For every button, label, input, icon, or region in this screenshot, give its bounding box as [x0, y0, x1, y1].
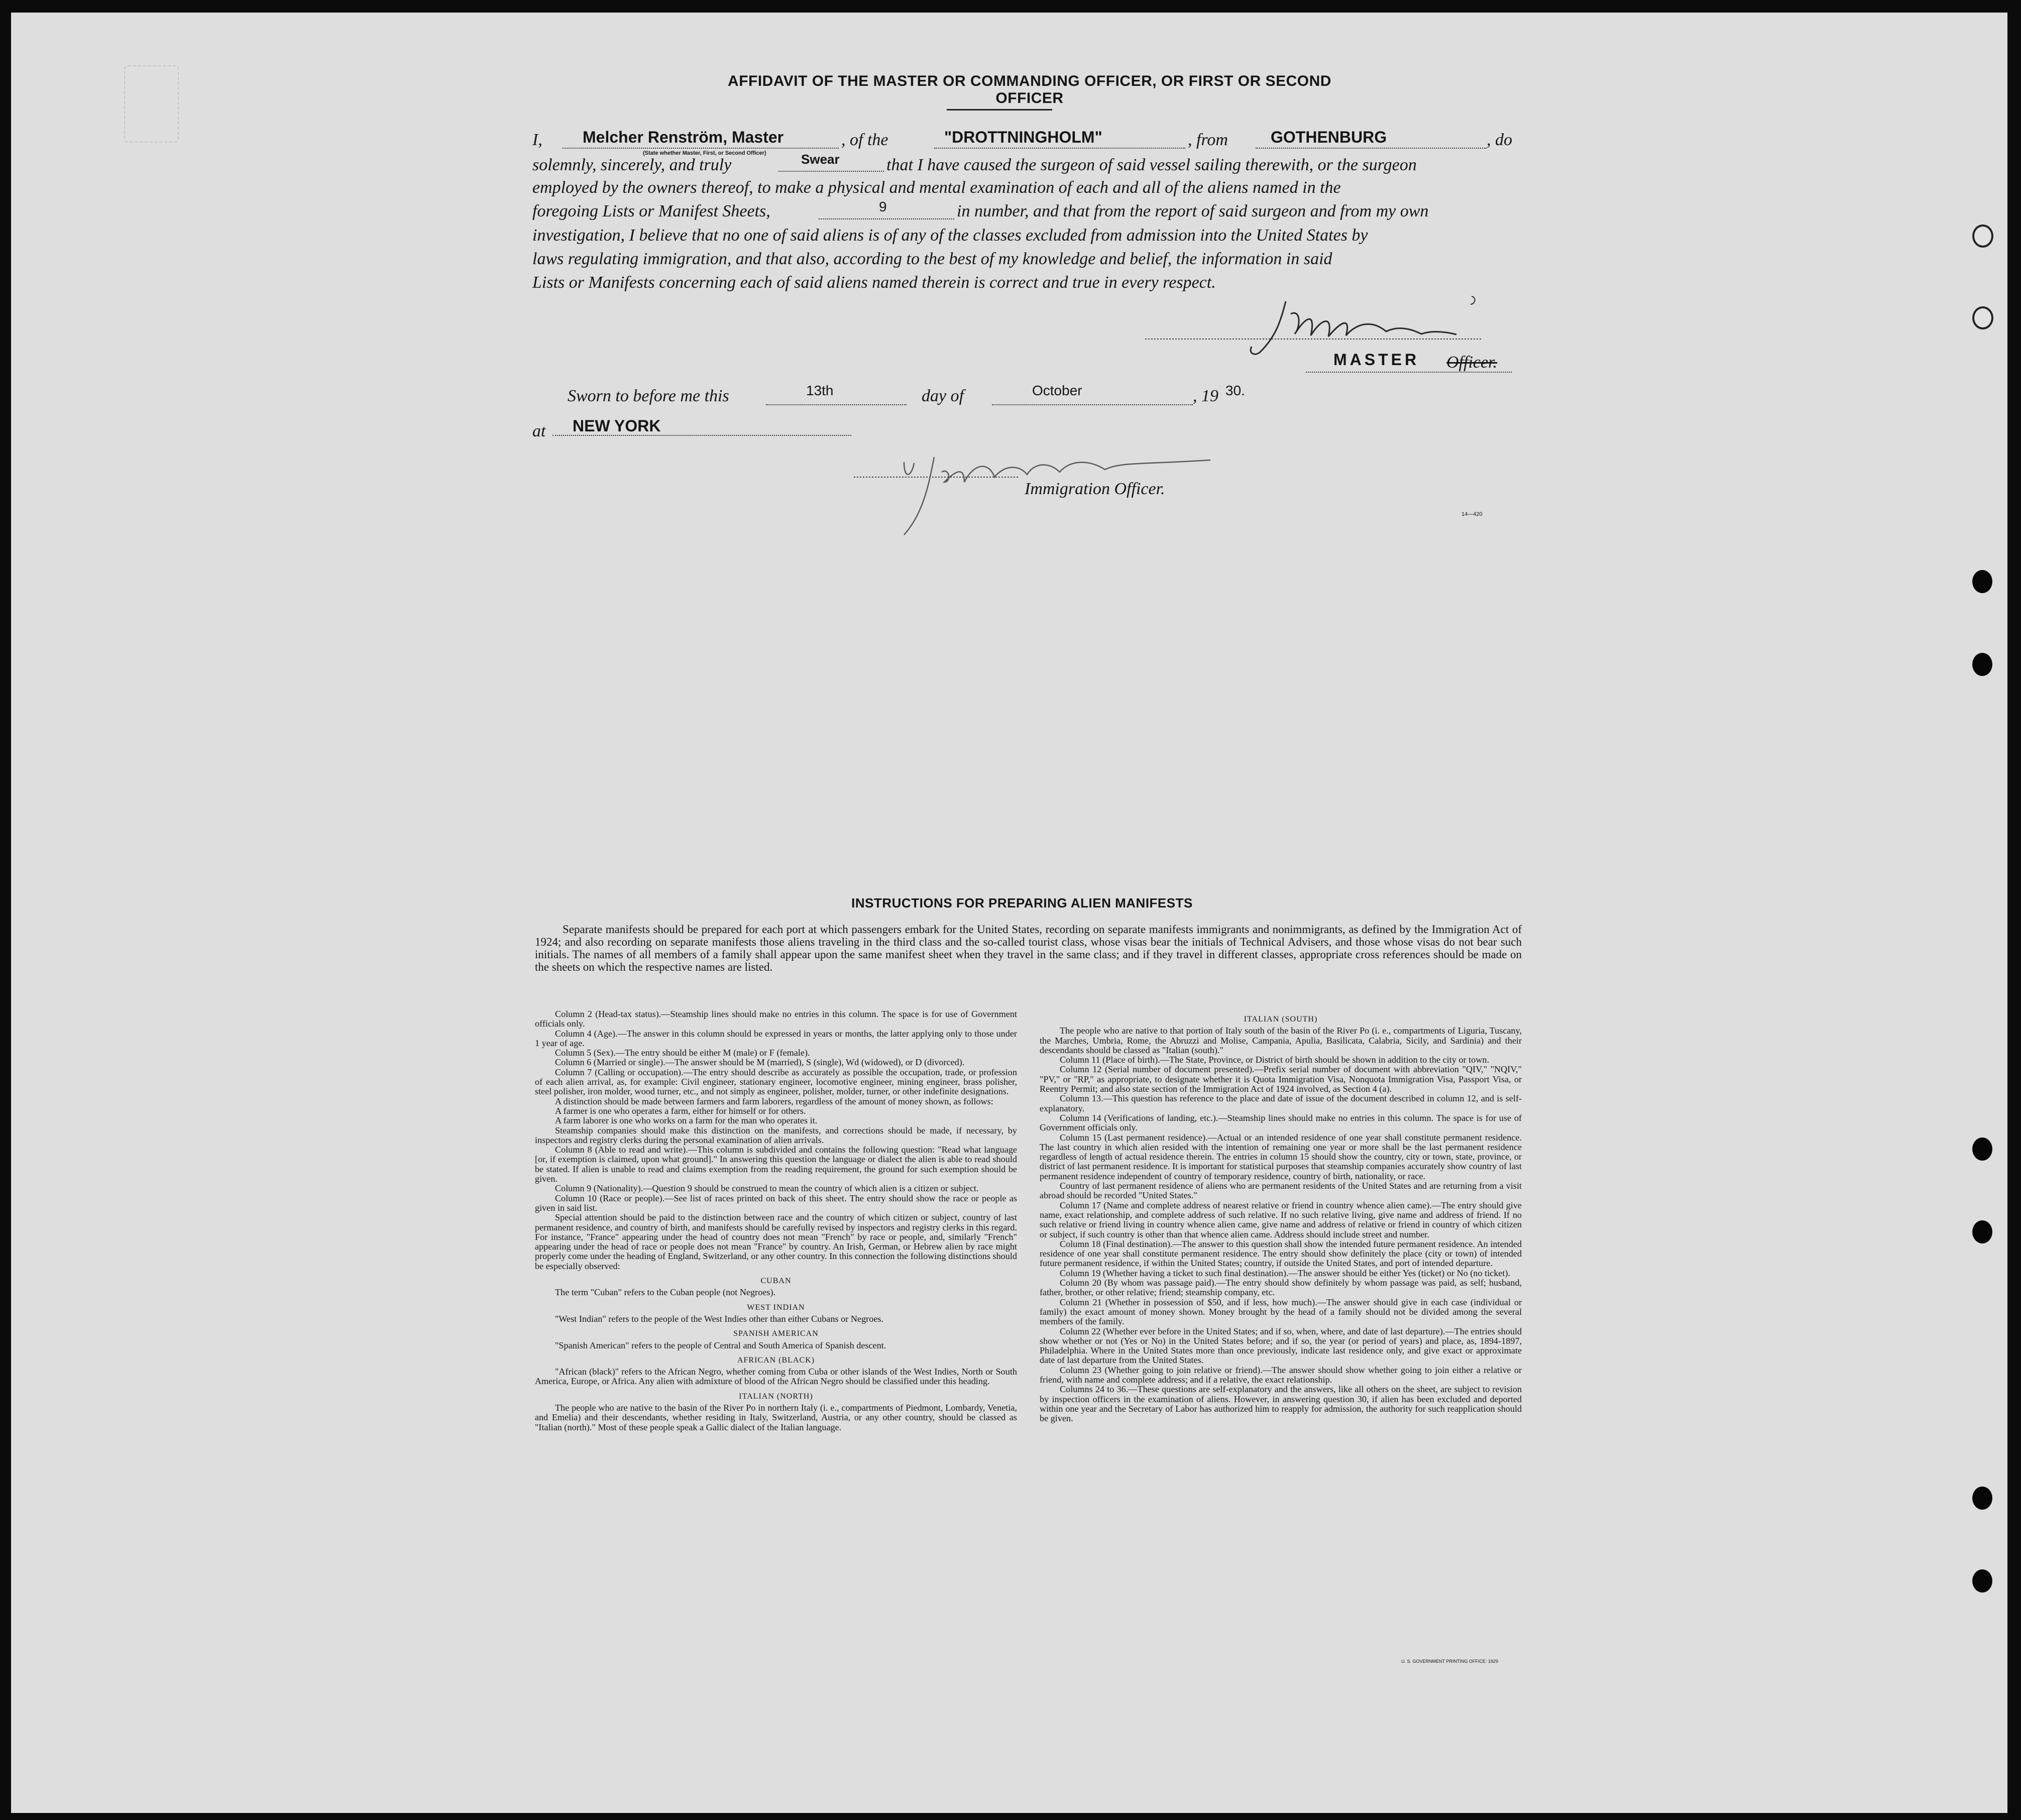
instruction-paragraph: Column 8 (Able to read and write).—This column is subdivided and contains the following question: "Read what language [or, if exemption is claimed, upon what ground]." In answering this question the language or dialect the alien is able to read should be stated. If alien is unable to read and claims exemption from the reading requirement, the ground for such exemption should be given.: [535, 1145, 1017, 1184]
section-heading: CUBAN: [760, 1277, 792, 1286]
instruction-paragraph: Column 20 (By whom was passage paid).—The entry should show definitely by whom passage was paid, as self; husband, father, brother, or other relative; friend; steamship company, etc.: [1040, 1278, 1522, 1298]
binder-hole: [1972, 1220, 1992, 1243]
master-name: Melcher Renström, Master: [583, 128, 784, 146]
affidavit-line3: employed by the owners thereof, to make a physical and mental examination of each and all of the aliens named in the: [532, 178, 1341, 197]
instruction-paragraph: Column 9 (Nationality).—Question 9 should be construed to mean the country of which alien is a citizen or subject.: [555, 1183, 979, 1194]
instruction-paragraph: The people who are native to that portion of Italy south of the basin of the River Po (i. e., compartments of Liguria, Tuscany, the Marches, Umbria, Rome, the Abruzzi and Molise, Campania, Apulia, Basilicata, Calabria, Sicily, and Sardinia) and their descendants should be classed as "Italian (south).": [1040, 1026, 1522, 1055]
instruction-paragraph: Column 19 (Whether having a ticket to such final destination).—The answer should be either Yes (ticket) or No (no ticket).: [1060, 1268, 1511, 1278]
departure-port: GOTHENBURG: [1271, 128, 1387, 146]
instructions-intro: Separate manifests should be prepared for each port at which passengers embark for the United States, recording on separate manifests immigrants and nonimmigrants, as defined by the Immigration Act of 1924; and also recording on separate manifests those aliens traveling in the third class and the so-called tourist class, whose visas bear the initials of Technical Advisers, and those whose visas do not bear such initials. The names of all members of a family shall appear upon the same manifest sheet when they travel in the same class; and if they travel in different classes, appropriate cross references should be made on the sheets on which the respective names are listed.: [535, 923, 1522, 973]
affidavit-title: AFFIDAVIT OF THE MASTER OR COMMANDING OFFICER, OR FIRST OR SECOND OFFICER: [728, 73, 1331, 106]
instruction-paragraph: Column 6 (Married or single).—The answer should be M (married), S (single), Wd (widowed), or D (divorced).: [555, 1057, 965, 1068]
form-number: 14—420: [1462, 511, 1483, 517]
section-heading: AFRICAN (BLACK): [737, 1355, 815, 1364]
port-dotline: [1256, 148, 1487, 149]
oath-word: Swear: [801, 152, 840, 167]
instruction-paragraph: Column 14 (Verifications of landing, etc.).—Steamship lines should make no entries in this column. The space is for use of Government officials only.: [1040, 1112, 1522, 1133]
instructions-title: INSTRUCTIONS FOR PREPARING ALIEN MANIFESTS: [851, 895, 1193, 911]
section-heading: SPANISH AMERICAN: [733, 1329, 819, 1338]
vessel-name: "DROTTNINGHOLM": [944, 128, 1102, 146]
affidavit-line2-pre: solemnly, sincerely, and truly: [532, 156, 732, 174]
instruction-paragraph: Column 7 (Calling or occupation).—The entry should describe as accurately as possible the occupation, trade, or profession of each alien arrival, as, for example: Civil engineer, stationary engineer, locomotive engineer, mining engineer, brass polisher, steel polisher, iron molder, wood turner, etc., and not simply as engineer, polisher, molder, turner, or other indefinite designations.: [535, 1067, 1017, 1097]
binder-hole: [1972, 653, 1992, 676]
sworn-month: October: [1032, 383, 1082, 398]
rank-note: (State whether Master, First, or Second Officer): [643, 150, 766, 156]
instruction-paragraph: Steamship companies should make this distinction on the manifests, and corrections should be made, if necessary, by inspectors and registry clerks during the personal examination of alien arrivals.: [535, 1125, 1017, 1145]
instruction-paragraph: Column 4 (Age).—The answer in this column should be expressed in years or months, the latter applying only to those under 1 year of age.: [535, 1028, 1017, 1048]
affidavit-line5: investigation, I believe that no one of said aliens is of any of the classes excluded from admission into the United States by: [532, 226, 1368, 245]
instruction-paragraph: Column 22 (Whether ever before in the United States; and if so, when, where, and date of last departure).—The entries should show whether or not (Yes or No) in the United States before; and if so, the year (or period of years) and place, as, 1894-1897, Philadelphia. Where in the United States more than once previously, indicate last residence only, and give exact or approximate date of last departure from the United States.: [1040, 1326, 1522, 1366]
section-heading: ITALIAN (NORTH): [739, 1392, 813, 1401]
binder-hole: [1972, 1487, 1992, 1510]
binder-hole: [1972, 306, 1993, 329]
title-rule: [947, 109, 1052, 110]
instruction-paragraph: Special attention should be paid to the distinction between race and the country of which citizen or subject, country of last permanent residence, and country of birth, and manifests should be carefully revised by inspectors and registry clerks in this regard. For instance, "France" appearing under the head of country does not mean "French" by race or people, and, similarly "French" appearing under the head of race or people does not mean "France" by country. An Irish, German, or Hebrew alien by race might properly come under the heading of England, Switzerland, or any other country. In this connection the following distinctions should be especially observed:: [535, 1212, 1018, 1271]
name-dotline: [563, 148, 839, 149]
affidavit-line2-post: that I have caused the surgeon of said vessel sailing therewith, or the surgeon: [886, 156, 1417, 174]
place-dotline: [552, 435, 851, 436]
instruction-paragraph: Country of last permanent residence of aliens who are permanent residents of the United States and are returning from a visit abroad should be recorded "United States.": [1040, 1181, 1522, 1201]
year-prefix: , 19: [1193, 387, 1218, 405]
master-signature: [1135, 291, 1497, 372]
instruction-paragraph: Column 10 (Race or people).—See list of races printed on back of this sheet. The entry should show the race or people as given in said list.: [535, 1193, 1017, 1213]
instruction-paragraph: Column 2 (Head-tax status).—Steamship lines should make no entries in this column. The space is for use of Government officials only.: [535, 1009, 1017, 1029]
affidavit-line7: Lists or Manifests concerning each of said aliens named therein is correct and true in every respect.: [532, 273, 1216, 292]
binder-hole: [1972, 1569, 1992, 1592]
instructions-left-column: [535, 1009, 1017, 1432]
officer-word: Officer.: [1446, 353, 1498, 372]
instruction-paragraph: A farm laborer is one who works on a farm for the man who operates it.: [555, 1115, 818, 1126]
binder-hole: [1972, 1138, 1992, 1161]
instruction-paragraph: "Spanish American" refers to the people of Central and South America of Spanish descent.: [555, 1340, 886, 1350]
instruction-paragraph: A distinction should be made between farmers and farm laborers, regardless of the amount of money shown, as follows:: [555, 1096, 993, 1106]
day-dotline: [766, 404, 907, 405]
instruction-paragraph: Column 15 (Last permanent residence).—Actual or an intended residence of one year shall constitute permanent residence. The last country in which alien resided with the intention of remaining one year or more shall be the last permanent residence regardless of length of actual residence therein. The entries in column 15 should show the country, city or town, state, province, or district of last permanent residence. It is important for statistical purposes that steamship companies accurately show country of last permanent residence independent of country of temporary residence, country of birth, nationality, or race.: [1040, 1132, 1522, 1181]
instruction-paragraph: Column 23 (Whether going to join relative or friend).—The answer should show whether going to join either a relative or friend, with name and complete address; and if a relative, the exact relationship.: [1040, 1364, 1522, 1385]
from-text: , from: [1188, 131, 1228, 149]
instruction-paragraph: Column 17 (Name and complete address of nearest relative or friend in country whence alien came).—The entry should give name, exact relationship, and complete address of such relative. If no such relative living, give name and address of friend. If no such relative or friend living in country whence alien came, give name and address of relative or friend in country of which citizen or subject, if such country is other than that whence alien came. Address should include street and number.: [1040, 1200, 1522, 1239]
instruction-paragraph: A farmer is one who operates a farm, either for himself or for others.: [555, 1105, 806, 1116]
section-heading: ITALIAN (SOUTH): [1244, 1015, 1318, 1023]
binder-hole: [1972, 570, 1992, 593]
affidavit-line6: laws regulating immigration, and that also, according to the best of my knowledge and belief, the information in said: [532, 250, 1332, 268]
instruction-paragraph: The term "Cuban" refers to the Cuban people (not Negroes).: [555, 1287, 776, 1298]
year-suffix: 30.: [1225, 383, 1245, 398]
instruction-paragraph: Column 21 (Whether in possession of $50, and if less, how much).—The answer should give in each case (individual or family) the exact amount of money shown. Money brought by the head of a family should not be divided among the several members of the family.: [1040, 1297, 1522, 1327]
section-heading: WEST INDIAN: [747, 1303, 805, 1312]
instruction-paragraph: Column 13.—This question has reference to the place and date of issue of the document described in column 12, and is self-explanatory.: [1040, 1093, 1522, 1113]
sworn-day: 13th: [806, 383, 834, 398]
vessel-dotline: [934, 148, 1185, 149]
count-dotline: [819, 218, 954, 219]
of-the-text: , of the: [841, 131, 888, 149]
instruction-paragraph: Column 12 (Serial number of document presented).—Prefix serial number of document with abbreviation "QIV," "NQIV," "PV," or "RP," as appropriate, to designate whether it is Quota Immigration Visa, Nonquota Immigration Visa, Passport Visa, or Reentry Permit; and also state section of the Immigration Act of 1924 involved, as Section 4 (a).: [1040, 1064, 1522, 1094]
immigration-officer-title: Immigration Officer.: [1025, 480, 1165, 498]
affidavit-i: I,: [532, 131, 542, 149]
affidavit-line4-post: in number, and that from the report of said surgeon and from my own: [957, 202, 1429, 220]
oath-dotline: [778, 171, 884, 172]
do-text: , do: [1487, 131, 1512, 149]
day-of-text: day of: [922, 387, 964, 405]
sworn-pre: Sworn to before me this: [568, 387, 729, 405]
paper-stain: [124, 65, 179, 143]
instruction-paragraph: The people who are native to the basin of the River Po in northern Italy (i. e., compartments of Piedmont, Lombardy, Venetia, and Emelia) and their descendants, whether residing in Italy, Switzerland, Austria, or any other country, should be classed as "Italian (north)." Most of these people speak a Gallic dialect of the Italian language.: [535, 1402, 1017, 1432]
sworn-at: at: [532, 422, 546, 440]
sworn-place: NEW YORK: [573, 417, 661, 435]
printer-note: U. S. GOVERNMENT PRINTING OFFICE: 1929: [1401, 1659, 1498, 1664]
instructions-right-column: [1040, 1009, 1522, 1423]
month-dotline: [992, 404, 1193, 405]
officer-rank: MASTER: [1333, 351, 1420, 369]
instruction-paragraph: Column 18 (Final destination).—The answer to this question shall show the intended future permanent residence. An intended residence of one year shall constitute permanent residence. The entry should show definitely the place (city or town) of intended future permanent residence, if within the United States; country, if outside the United States, and port of intended departure.: [1040, 1238, 1522, 1269]
instruction-paragraph: "African (black)" refers to the African Negro, whether coming from Cuba or other islands of the West Indies, North or South America, Europe, or Africa. Any alien with admixture of blood of the African Negro should be classified under this heading.: [535, 1367, 1017, 1387]
binder-hole: [1972, 224, 1993, 248]
instruction-paragraph: Columns 24 to 36.—These questions are self-explanatory and the answers, like all others on the sheet, are subject to revision by inspection officers in the examination of aliens. However, in answering question 30, if alien has been excluded and deported within one year and the Secretary of Labor has authorized him to reapply for admission, the authority for such reapplication should be given.: [1040, 1384, 1522, 1424]
manifest-sheet-count: 9: [879, 199, 887, 214]
instruction-paragraph: Column 5 (Sex).—The entry should be either M (male) or F (female).: [555, 1048, 810, 1058]
instruction-paragraph: Column 11 (Place of birth).—The State, Province, or District of birth should be shown in addition to the city or town.: [1060, 1055, 1490, 1065]
affidavit-line4-pre: foregoing Lists or Manifest Sheets,: [532, 202, 770, 220]
instruction-paragraph: "West Indian" refers to the people of the West Indies other than either Cubans or Negroes.: [555, 1313, 884, 1324]
